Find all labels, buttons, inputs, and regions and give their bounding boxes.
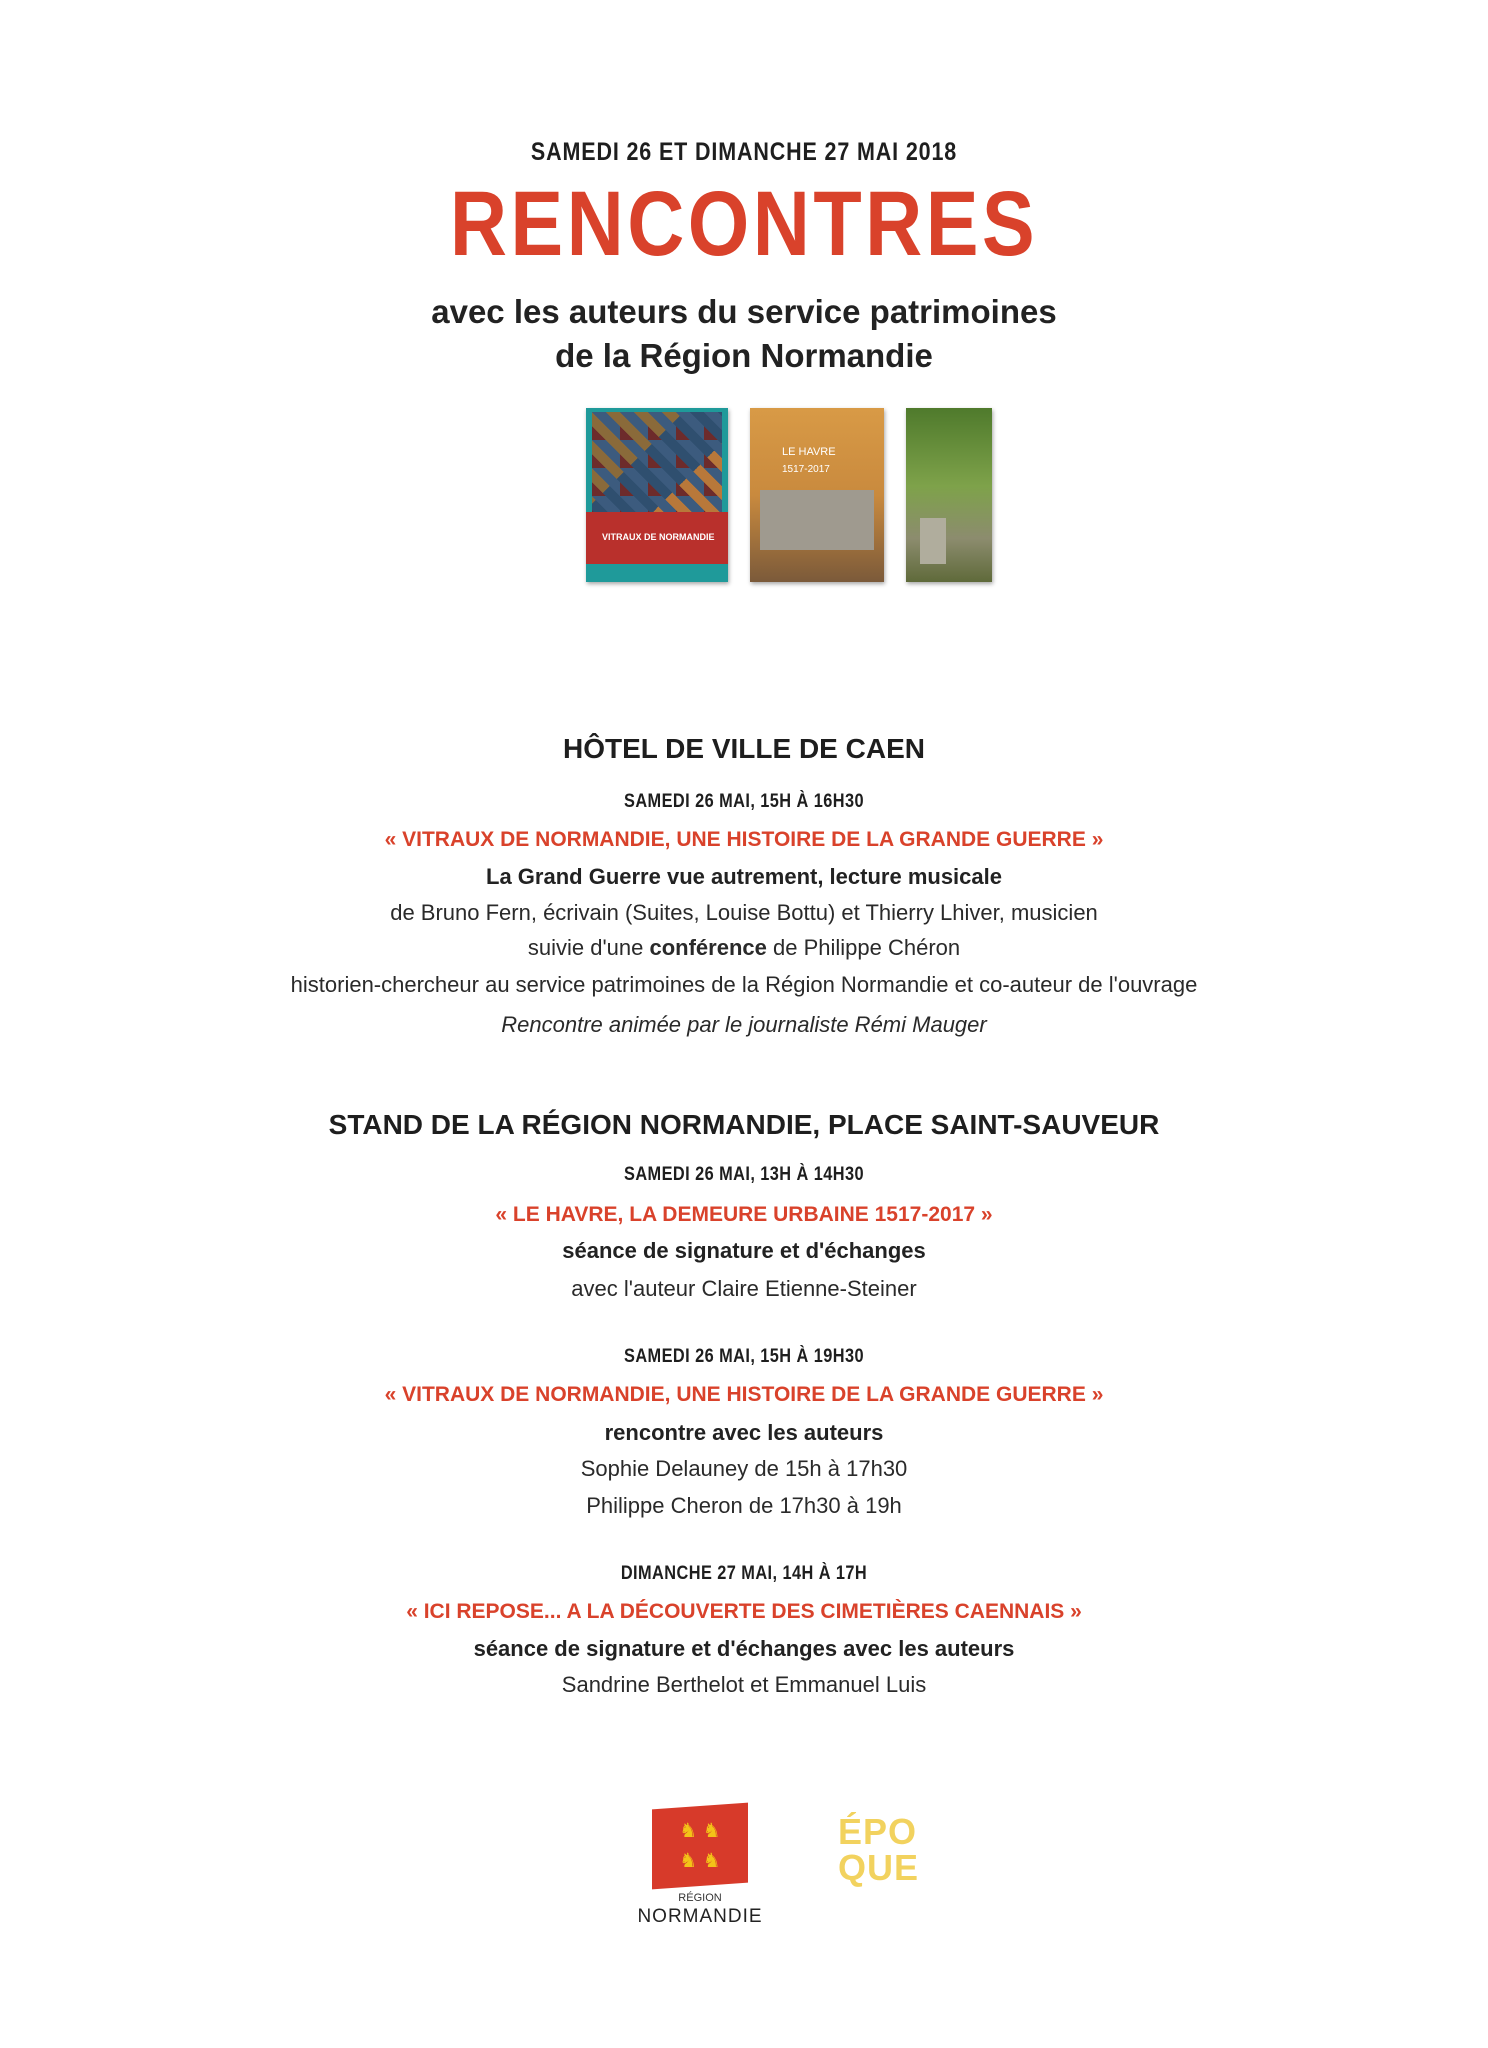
event-description: séance de signature et d'échanges	[562, 1238, 926, 1263]
cover-title: VITRAUX DE NORMANDIE	[602, 532, 715, 542]
lion-icon: ♞ ♞	[679, 1820, 721, 1842]
event-time: SAMEDI 26 MAI, 13H À 14H30	[623, 1164, 865, 1185]
venue-heading-stand: STAND DE LA RÉGION NORMANDIE, PLACE SAINT-SAUVEUR	[328, 1109, 1160, 1140]
main-title: RENCONTRES	[449, 173, 1039, 275]
event-description: séance de signature et d'échanges avec les auteurs	[473, 1636, 1015, 1661]
subtitle	[0, 290, 1488, 378]
flag-icon	[652, 1803, 748, 1890]
book-cover-le-havre	[750, 408, 884, 582]
region-normandie-logo	[630, 1806, 770, 1926]
lion-icon: ♞ ♞	[679, 1850, 721, 1872]
venue-heading-hotel-de-ville: HÔTEL DE VILLE DE CAEN	[563, 733, 925, 764]
event-dates: SAMEDI 26 ET DIMANCHE 27 MAI 2018	[530, 138, 958, 166]
event-author-slot: Sophie Delauney de 15h à 17h30	[580, 1456, 908, 1481]
conference-bold: conférence	[649, 935, 767, 960]
event-description: La Grand Guerre vue autrement, lecture musicale	[486, 864, 1002, 889]
epoque-line-1: ÉPO	[838, 1811, 918, 1852]
event-moderator: Rencontre animée par le journaliste Rémi Mauger	[501, 1012, 987, 1037]
event-title: « VITRAUX DE NORMANDIE, UNE HISTOIRE DE LA GRANDE GUERRE »	[384, 828, 1104, 851]
event-conference-line	[0, 935, 1488, 961]
event-title: « ICI REPOSE... A LA DÉCOUVERTE DES CIMETIÈRES CAENNAIS »	[406, 1600, 1082, 1623]
event-title: « VITRAUX DE NORMANDIE, UNE HISTOIRE DE LA GRANDE GUERRE »	[384, 1383, 1104, 1406]
event-participants: de Bruno Fern, écrivain (Suites, Louise Bottu) et Thierry Lhiver, musicien	[390, 900, 1098, 925]
event-title: « LE HAVRE, LA DEMEURE URBAINE 1517-2017 »	[495, 1203, 993, 1226]
logo-region-label: RÉGION	[678, 1892, 722, 1904]
conference-pre: suivie d'une	[527, 935, 650, 960]
event-time: SAMEDI 26 MAI, 15H À 19H30	[623, 1346, 865, 1367]
event-author: avec l'auteur Claire Etienne-Steiner	[571, 1276, 917, 1301]
stained-glass-image	[592, 412, 722, 512]
logo-normandie-label: NORMANDIE	[637, 1906, 763, 1927]
event-time: DIMANCHE 27 MAI, 14H À 17H	[620, 1563, 868, 1584]
cover-subtitle: 1517-2017	[782, 464, 830, 475]
event-time: SAMEDI 26 MAI, 15H À 16H30	[623, 791, 865, 812]
book-covers	[586, 408, 996, 584]
event-speaker-role: historien-chercheur au service patrimoines de la Région Normandie et co-auteur de l'ouvrage	[290, 972, 1198, 997]
gravestone-image	[920, 518, 946, 564]
cover-title: LE HAVRE	[782, 446, 836, 458]
epoque-line-2: QUE	[838, 1847, 920, 1888]
event-author-slot: Philippe Cheron de 17h30 à 19h	[586, 1493, 902, 1518]
event-description: rencontre avec les auteurs	[604, 1420, 884, 1445]
subtitle-line-2: de la Région Normandie	[555, 337, 933, 374]
epoque-logo	[838, 1811, 948, 1894]
book-cover-vitraux	[586, 408, 728, 582]
subtitle-line-1: avec les auteurs du service patrimoines	[431, 293, 1057, 330]
event-authors: Sandrine Berthelot et Emmanuel Luis	[561, 1672, 927, 1697]
building-image	[760, 490, 874, 550]
conference-post: de Philippe Chéron	[766, 935, 961, 960]
book-cover-ici-repose	[906, 408, 992, 582]
